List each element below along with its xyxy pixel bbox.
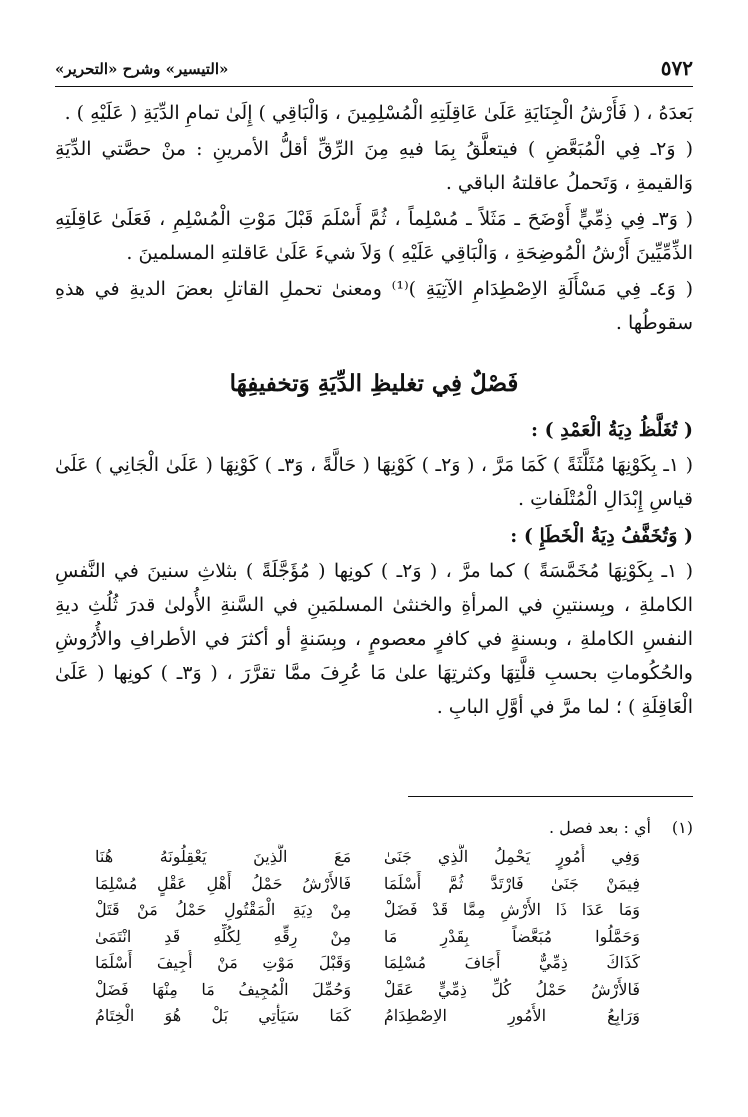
poem-verses: [95, 844, 640, 1030]
running-title: «التيسير» وشرح «التحرير»: [55, 60, 229, 78]
verse-first-hemistich: وَفِي أُمُورٍ يَحْمِلُ الَّذِي جَنَىٰ: [383, 847, 640, 866]
verse-line: [95, 871, 640, 898]
verse-second-hemistich: مِنْ رِقِّهِ لِكُلِّهِ قَدِ انْتَمَىٰ: [95, 926, 352, 946]
verse-line: [95, 897, 640, 924]
page-number: ٥٧٢: [660, 56, 693, 80]
paragraph: ( وَ٣ـ فِي ذِمِّيٍّ أَوْضَحَ ـ مَثَلاً ـ مُسْلِماً ، ثُمَّ أَسْلَمَ قَبْلَ مَوْتِ الْمُسْلِمِ ، فَعَلَىٰ عَاقِلَتِهِ الذِّمِّيِّينَ أَرْشُ الْمُوضِحَةِ ، وَالْبَاقِي عَلَيْهِ ) وَلاَ شيءَ عَلَىٰ عَاقلتهِ المسلمينَ .: [55, 208, 693, 264]
verse-first-hemistich: وَحَمَّلُوا مُبَعَّضاً بِقَدْرِ مَا: [383, 926, 640, 946]
verse-second-hemistich: مَعَ الَّذِينَ يَعْقِلُونَهُ هُنَا: [95, 847, 352, 866]
paragraph: بَعدَهُ ، ( فَأَرْشُ الْجِنَايَةِ عَلَىٰ عَاقِلَتِهِ الْمُسْلِمِينَ ، وَالْبَاقِي ) إِلَىٰ تمامِ الدِّيَةِ ( عَلَيْهِ ) .: [64, 102, 693, 124]
verse-line: [95, 977, 640, 1004]
verse-first-hemistich: وَرَابِعُ الأُمُورِ الاِصْطِدَامُ: [383, 1006, 640, 1025]
paragraph: ( ١ـ بِكَوْنِهَا مُثَلَّثَةً ) كَمَا مَرَّ ، ( وَ٢ـ ) كَوْنِهَا ( حَالَّةً ، وَ٣ـ ) كَوْنِهَا ( عَلَىٰ الْجَانِي ) عَلَىٰ قياسِ إِبْدَالِ الْمُتْلَفاتِ .: [55, 454, 694, 510]
page-body: [55, 96, 693, 726]
verse-line: [95, 950, 640, 977]
verse-second-hemistich: وَحُمِّلَ الْمُجِيفُ مَا مِنْهَا فَضَلْ: [95, 979, 352, 999]
footnote-text: أي : بعد فصل .: [549, 818, 651, 837]
paragraph: ( ١ـ بِكَوْنِهَا مُخَمَّسَةً ) كما مرَّ ، ( وَ٢ـ ) كونِها ( مُؤَجَّلَةً ) بثلاثِ سنينَ في النَّفسِ الكاملةِ ، وبِسنتينِ في المرأةِ والخنثىٰ المسلمَينِ في السَّنةِ الأُولىٰ قدرَ ثُلُثِ ديةِ النفسِ الكاملةِ ، وبسنةٍ في كافرٍ معصومٍ ، وبِسَنةٍ أو أكثرَ في الأطرافِ والأُرُوشِ والحُكُوماتِ بحسبِ قلَّتِهَا وكثرتِهَا علىٰ مَا عُرِفَ ممَّا تقرَّرَ ، ( وَ٣ـ ) كونِها ( عَلَىٰ الْعَاقِلَةِ ) ؛ لما مرَّ في أوَّلِ البابِ .: [55, 560, 693, 718]
page-header: [55, 54, 693, 87]
verse-first-hemistich: فِيمَنْ جَنَىٰ فَارْتَدَّ ثُمَّ أَسْلَمَا: [383, 873, 640, 893]
verse-second-hemistich: فَالأَرْشُ حَمْلُ أَهْلِ عَقْلٍ مُسْلِمَا: [95, 873, 352, 893]
verse-first-hemistich: وَمَا عَدَا ذَا الأَرْشِ مِمَّا قَدْ فَضَلْ: [383, 900, 640, 919]
section-title: فَصْلٌ فِي تغليظِ الدِّيَةِ وَتخفيفِهَا: [229, 370, 519, 397]
paragraph: ( وَ٤ـ فِي مَسْأَلَةِ الاِصْطِدَامِ الآتِيَةِ )⁽¹⁾ ومعنىٰ تحملِ القاتلِ بعضَ الديةِ في هذهِ سقوطُها .: [55, 278, 693, 334]
subsection-heading: ( تُغَلَّظُ دِيَةُ الْعَمْدِ ) :: [531, 419, 693, 441]
subsection-heading: ( وَتُخَفَّفُ دِيَةُ الْخَطَإِ ) :: [510, 525, 693, 547]
verse-second-hemistich: مِنْ دِيَةِ الْمَقْتُولِ حَمْلُ مَنْ قَتَلْ: [95, 900, 352, 919]
verse-second-hemistich: وَقَبْلَ مَوْتِ مَنْ أُجِيفَ أَسْلَمَا: [95, 953, 352, 972]
verse-line: [95, 844, 640, 871]
verse-line: [95, 1003, 640, 1030]
verse-first-hemistich: كَذَاكَ ذِمِّيٌّ أَجَافَ مُسْلِمَا: [383, 953, 640, 972]
verse-line: [95, 924, 640, 951]
footnote-number: (١): [671, 818, 693, 837]
paragraph: ( وَ٢ـ فِي الْمُبَعَّضِ ) فيتعلَّقُ بِمَا فيهِ مِنَ الرِّقِّ أقلُّ الأمرينِ : منْ حصَّتي الدِّيَةِ وَالقيمةِ ، وَتَحملُ عاقلتهُ الباقي .: [55, 138, 694, 194]
footnote: [55, 816, 693, 840]
verse-first-hemistich: فَالأَرْشُ حَمْلُ كُلِّ ذِمِّيٍّ عَقَلْ: [383, 979, 640, 999]
footnotes: [55, 816, 693, 840]
footnote-divider: [408, 796, 693, 797]
verse-second-hemistich: كَمَا سَيَأْتِي بَلْ هُوَ الْخِتَامُ: [95, 1006, 352, 1025]
